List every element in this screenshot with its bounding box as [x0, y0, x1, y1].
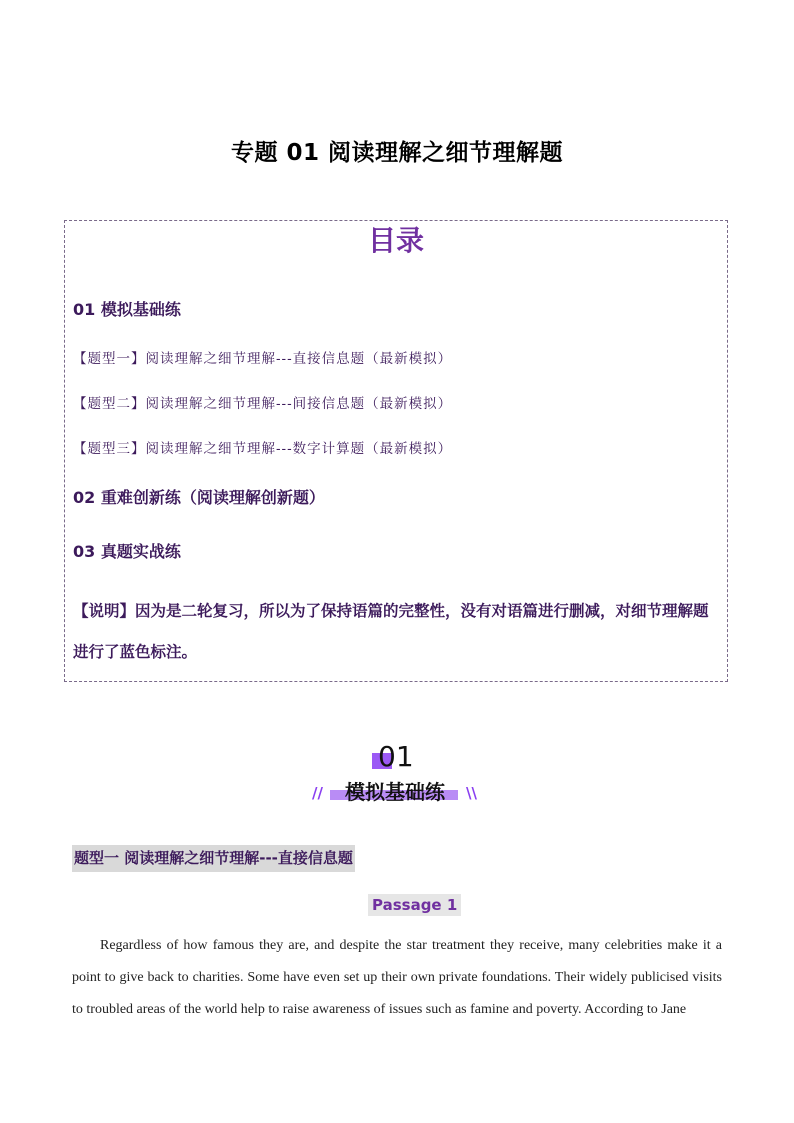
toc-item-type-two[interactable]: 【题型二】阅读理解之细节理解---间接信息题（最新模拟）: [73, 396, 453, 412]
document-title: 专题 01 阅读理解之细节理解题: [230, 140, 564, 166]
section-badge: [310, 740, 480, 810]
passage-label: Passage 1: [368, 894, 461, 916]
toc-heading: 目录: [367, 224, 424, 257]
toc-item-innovation-practice[interactable]: 02 重难创新练（阅读理解创新题）: [73, 488, 325, 507]
table-of-contents: [64, 220, 728, 682]
toc-item-type-three[interactable]: 【题型三】阅读理解之细节理解---数字计算题（最新模拟）: [73, 441, 453, 457]
question-type-label: 题型一 阅读理解之细节理解---直接信息题: [72, 845, 355, 872]
toc-note: 【说明】因为是二轮复习，所以为了保持语篇的完整性，没有对语篇进行删减，对细节理解题进行了蓝色标注。: [73, 602, 709, 661]
passage-text: Regardless of how famous they are, and despite the star treatment they receive, many celebrities make it a point to give back to charities. Some have even set up their own private foundations. Their widely publicised visits to troubled areas of the world help to raise awareness of issues such as famine and poverty. According to Jane: [72, 938, 722, 1017]
slash-right-decoration: \\: [466, 784, 477, 802]
slash-left-decoration: //: [312, 784, 323, 802]
section-title: 模拟基础练: [345, 780, 445, 804]
toc-item-real-exam-practice[interactable]: 03 真题实战练: [73, 542, 181, 561]
section-number: 01: [378, 740, 414, 773]
toc-item-basic-practice[interactable]: 01 模拟基础练: [73, 300, 181, 319]
toc-item-type-one[interactable]: 【题型一】阅读理解之细节理解---直接信息题（最新模拟）: [73, 351, 453, 367]
